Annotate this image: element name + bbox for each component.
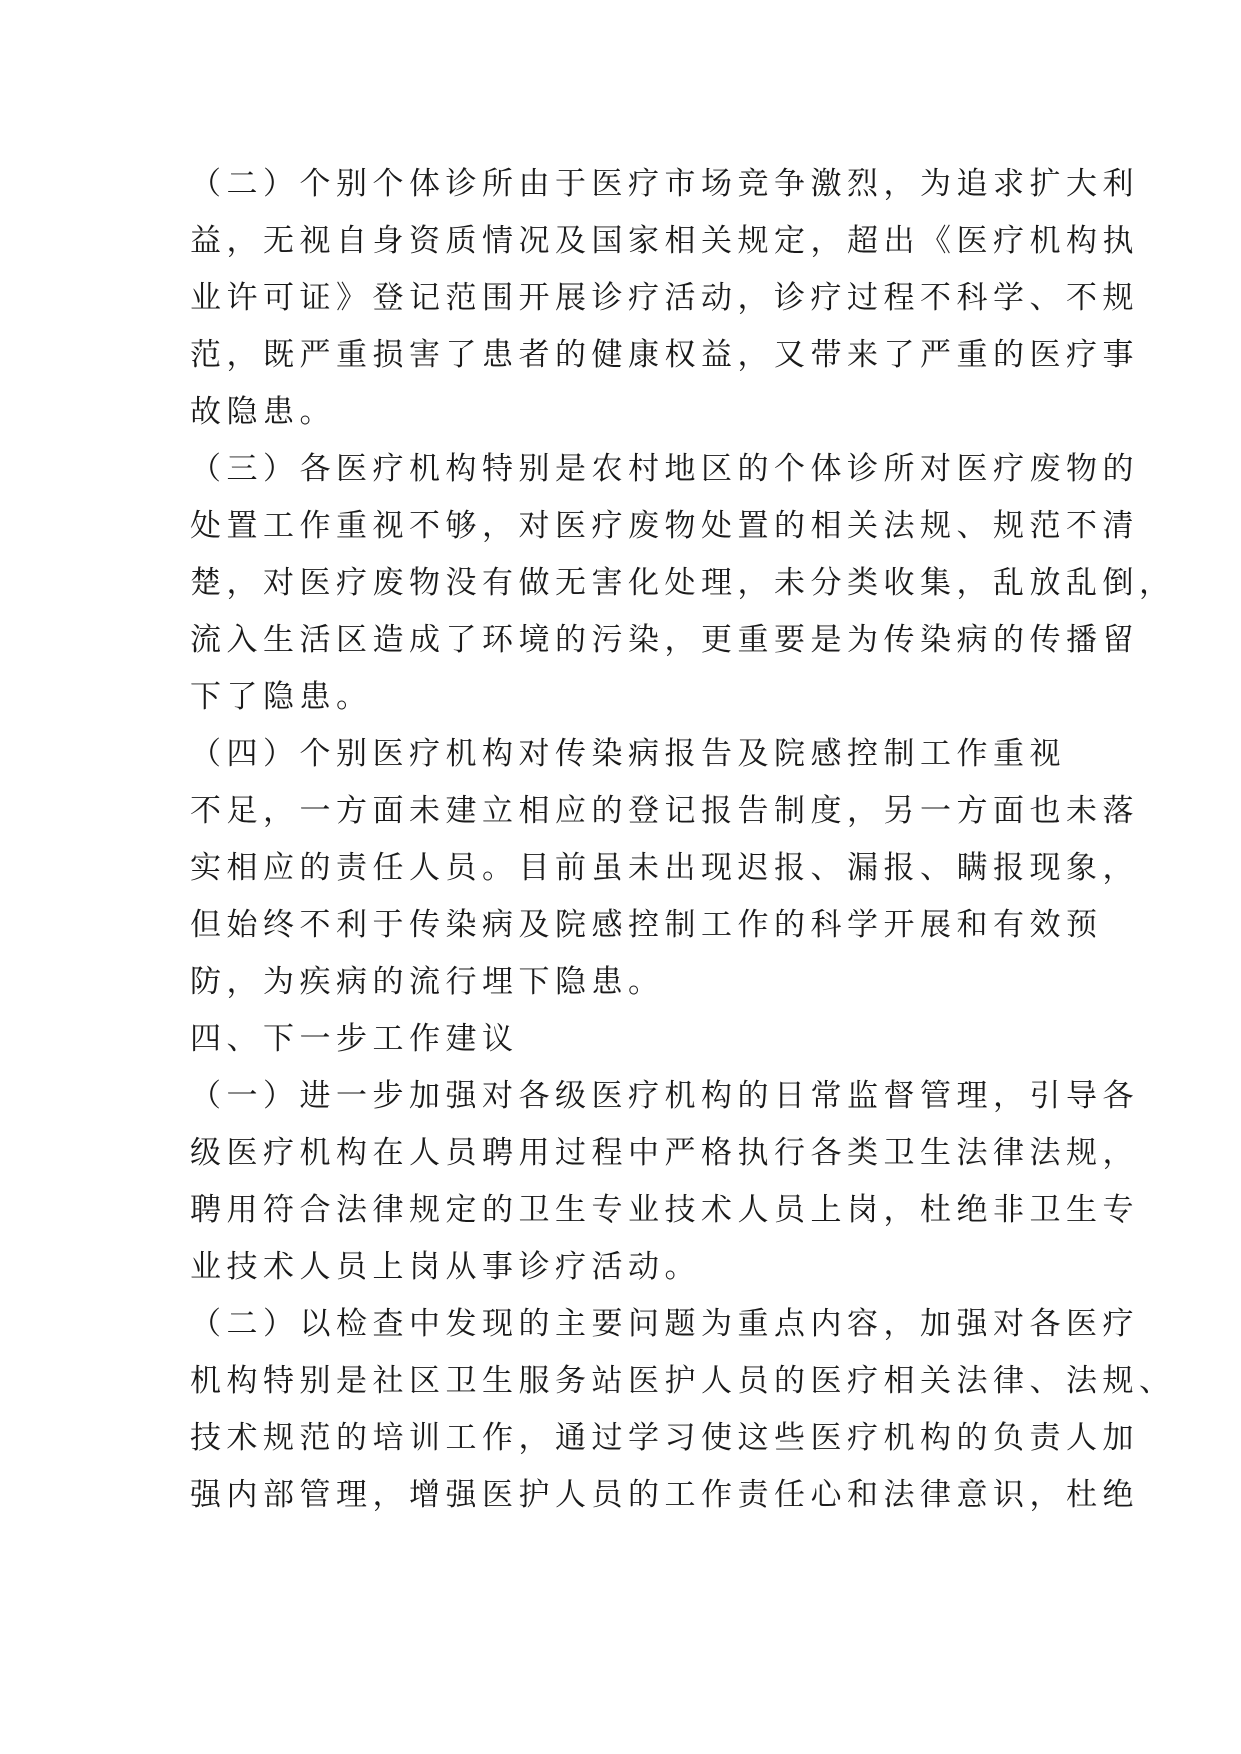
section-heading: 四、下一步工作建议 <box>190 1021 519 1057</box>
paragraph-line: 流入生活区造成了环境的污染，更重要是为传染病的传播留 <box>190 622 1139 658</box>
paragraph-line: 聘用符合法律规定的卫生专业技术人员上岗，杜绝非卫生专 <box>190 1192 1139 1228</box>
paragraph-line: （二）个别个体诊所由于医疗市场竞争激烈，为追求扩大利 <box>190 166 1139 202</box>
paragraph-line: 级医疗机构在人员聘用过程中严格执行各类卫生法律法规， <box>190 1135 1139 1171</box>
paragraph-line: 技术规范的培训工作，通过学习使这些医疗机构的负责人加 <box>190 1420 1139 1456</box>
paragraph-line: （二）以检查中发现的主要问题为重点内容，加强对各医疗 <box>190 1306 1139 1342</box>
paragraph-line: 故隐患。 <box>190 394 336 430</box>
paragraph-line: （四）个别医疗机构对传染病报告及院感控制工作重视 <box>190 736 1066 772</box>
paragraph-line: 范，既严重损害了患者的健康权益，又带来了严重的医疗事 <box>190 337 1139 373</box>
paragraph-line: 处置工作重视不够，对医疗废物处置的相关法规、规范不清 <box>190 508 1139 544</box>
paragraph-line: 不足，一方面未建立相应的登记报告制度，另一方面也未落 <box>190 793 1139 829</box>
paragraph-line: 防，为疾病的流行埋下隐患。 <box>190 964 665 1000</box>
paragraph-line: 益，无视自身资质情况及国家相关规定，超出《医疗机构执 <box>190 223 1139 259</box>
paragraph-line: 业技术人员上岗从事诊疗活动。 <box>190 1249 701 1285</box>
paragraph-line: 楚，对医疗废物没有做无害化处理，未分类收集，乱放乱倒， <box>190 565 1176 601</box>
paragraph-line: 机构特别是社区卫生服务站医护人员的医疗相关法律、法规、 <box>190 1363 1176 1399</box>
paragraph-line: 但始终不利于传染病及院感控制工作的科学开展和有效预 <box>190 907 1103 943</box>
paragraph-line: 强内部管理，增强医护人员的工作责任心和法律意识，杜绝 <box>190 1477 1139 1513</box>
paragraph-line: （一）进一步加强对各级医疗机构的日常监督管理，引导各 <box>190 1078 1139 1114</box>
paragraph-line: 实相应的责任人员。目前虽未出现迟报、漏报、瞒报现象， <box>190 850 1139 886</box>
paragraph-line: 下了隐患。 <box>190 679 373 715</box>
paragraph-line: 业许可证》登记范围开展诊疗活动，诊疗过程不科学、不规 <box>190 280 1139 316</box>
paragraph-line: （三）各医疗机构特别是农村地区的个体诊所对医疗废物的 <box>190 451 1139 487</box>
